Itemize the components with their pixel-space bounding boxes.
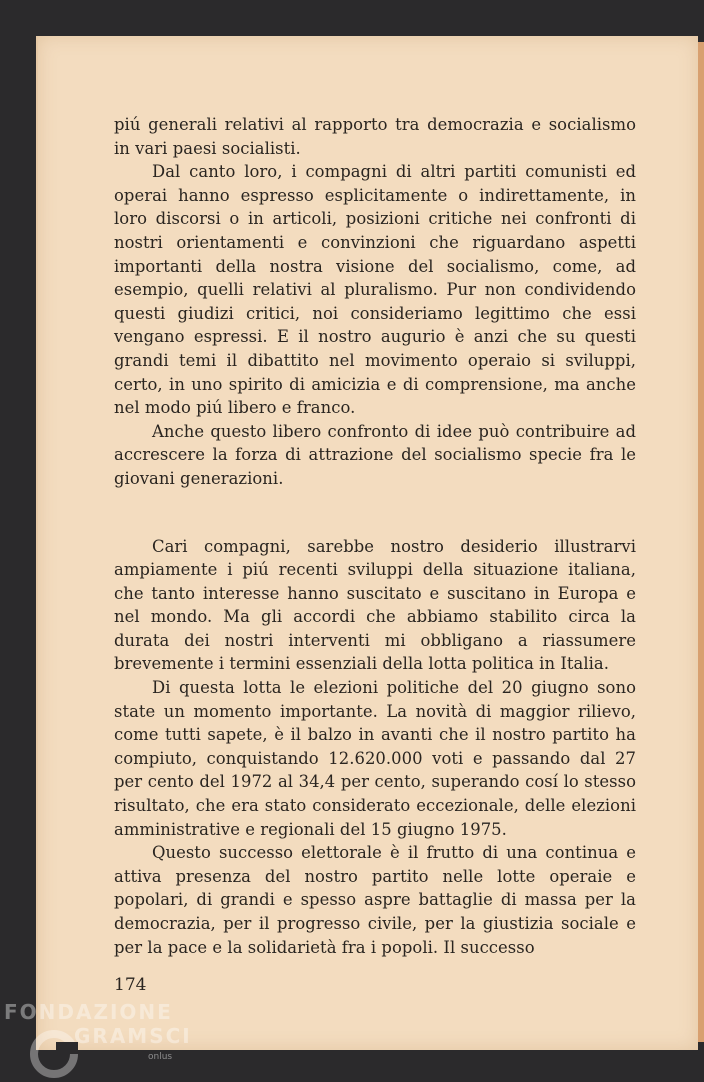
watermark-line2: GRAMSCI bbox=[74, 1024, 192, 1048]
paragraph-3: Anche questo libero confronto di idee può contribuire ad accrescere la forza di attrazione del socialismo specie fra le giovani generazioni. bbox=[114, 421, 636, 488]
body-text bbox=[114, 113, 636, 959]
watermark-sub: onlus bbox=[148, 1052, 173, 1062]
paragraph-2: Dal canto loro, i compagni di altri partiti comunisti ed operai hanno espresso esplicitamente o indirettamente, in loro discorsi o in articoli, posizioni critiche nei confronti di nostri orientamenti e convinzioni che riguardano aspetti importanti della nostra visione del socialismo, come, ad esempio, quelli relativi al pluralismo. Pur non condividendo questi giudizi critici, noi consideriamo legittimo che essi vengano espressi. E il nostro augurio è anzi che su questi grandi temi il dibattito nel movimento operaio si sviluppi, certo, in uno spirito di amicizia e di comprensione, ma anche nel modo piú libero e franco. bbox=[114, 162, 636, 418]
page-number: 174 bbox=[114, 975, 147, 995]
paragraph-6: Questo successo elettorale è il frutto di una continua e attiva presenza del nostro partito nelle lotte operaie e popolari, di grandi e spesso aspre battaglie di massa per la democrazia, per il progresso civile, per la giustizia sociale e per la pace e la solidarietà fra i popoli. Il successo bbox=[114, 843, 636, 957]
watermark bbox=[4, 1000, 204, 1080]
paragraph-1: piú generali relativi al rapporto tra democrazia e socialismo in vari paesi socialisti. bbox=[114, 115, 636, 158]
paragraph-5: Di questa lotta le elezioni politiche del 20 giugno sono state un momento importante. La novità di maggior rilievo, come tutti sapete, è il balzo in avanti che il nostro partito ha compiuto, conquistando 12.620.000 voti e passando dal 27 per cento del 1972 al 34,4 per cento, superando cosí lo stesso risultato, che era stato considerato eccezionale, delle elezioni amministrative e regionali del 15 giugno 1975. bbox=[114, 678, 636, 839]
paragraph-4: Cari compagni, sarebbe nostro desiderio illustrarvi ampiamente i piú recenti sviluppi della situazione italiana, che tanto interesse hanno suscitato e suscitano in Europa e nel mondo. Ma gli accordi che abbiamo stabilito circa la durata dei nostri interventi mi obbligano a riassumere brevemente i termini essenziali della lotta politica in Italia. bbox=[114, 536, 636, 674]
watermark-line1: FONDAZIONE bbox=[4, 1000, 173, 1024]
